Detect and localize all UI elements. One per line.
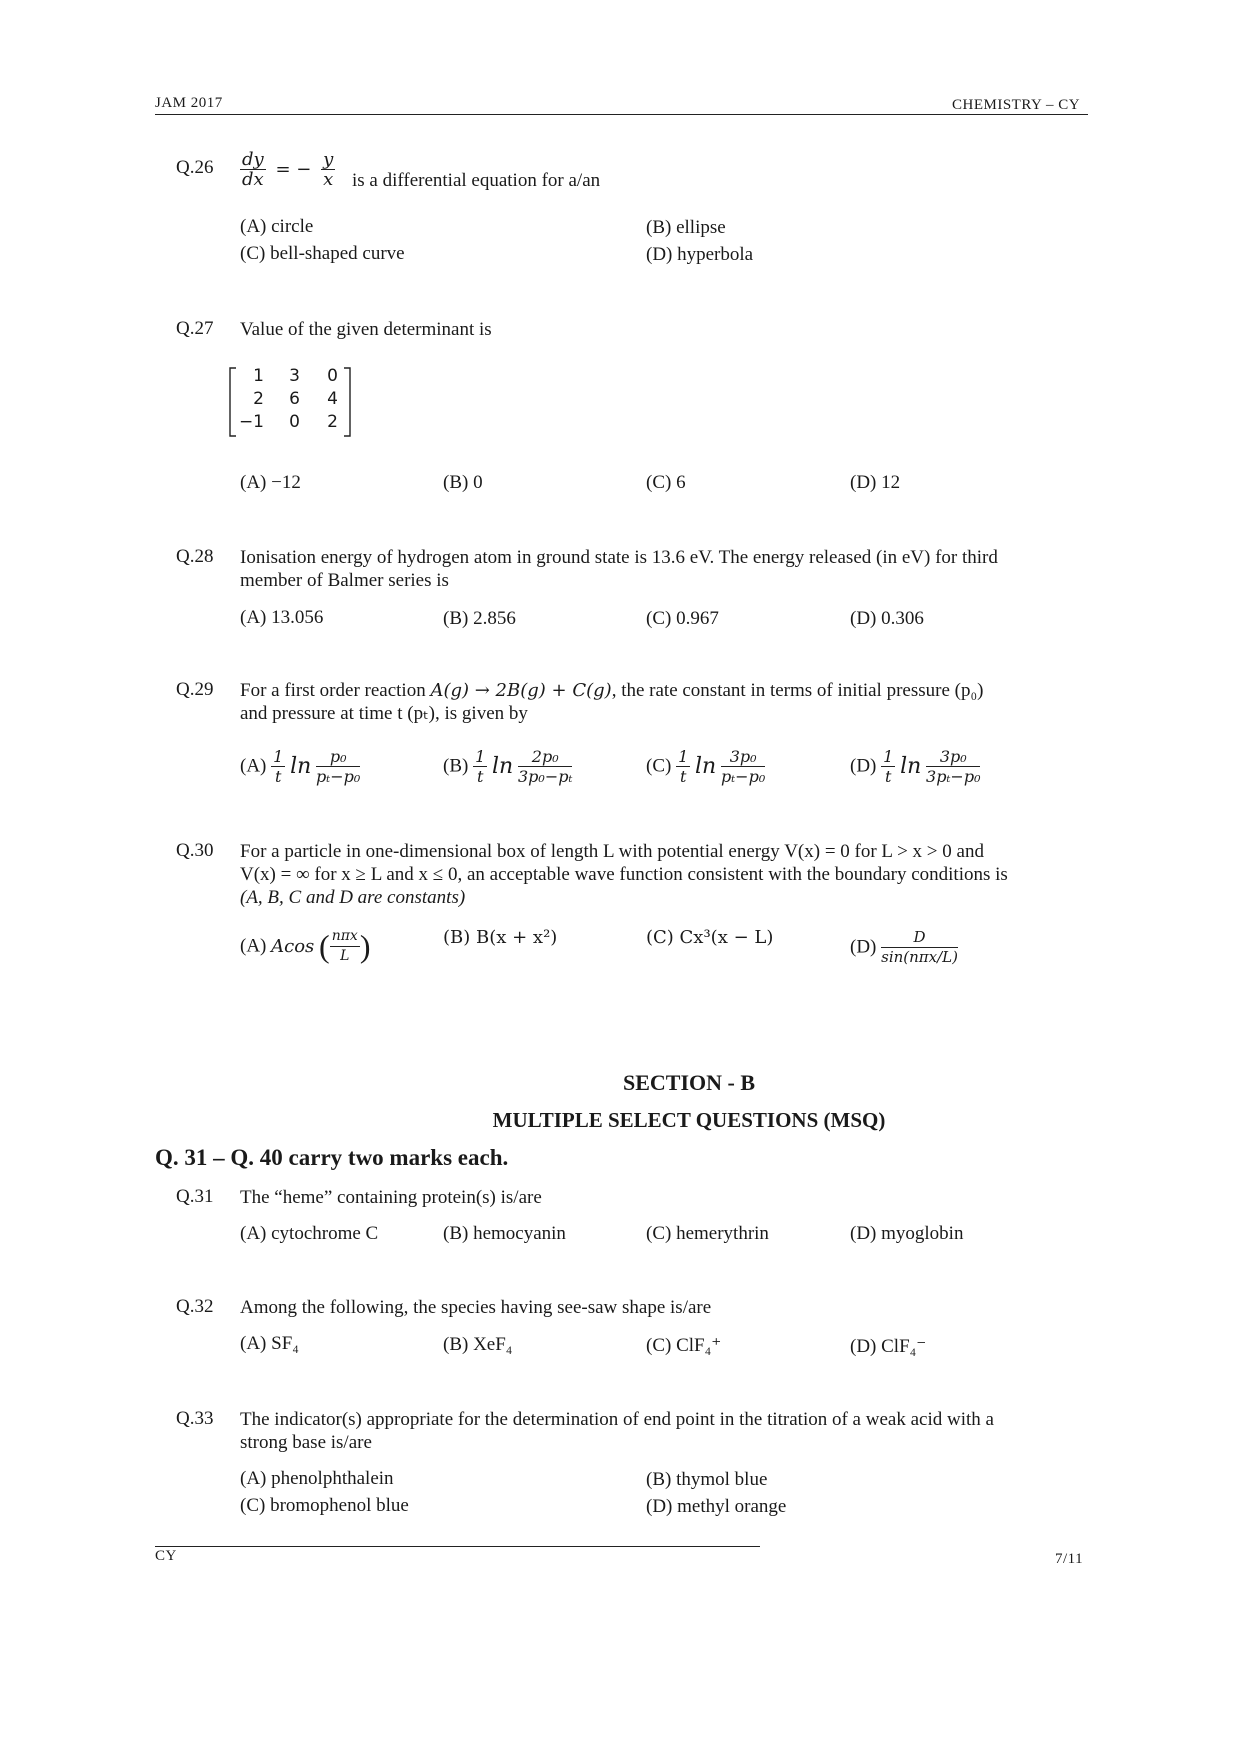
q33-number: Q.33 (176, 1408, 214, 1429)
matrix-row: −1 0 2 (238, 412, 338, 432)
q30-option-a: (A) Acos ( $\frac{\text{nπx}}{L}$ ) (240, 928, 371, 964)
header-rule (155, 114, 1088, 115)
q31-option-a: (A) cytochrome C (240, 1223, 379, 1244)
q29-option-d: (D) $\frac{1}{t}$ ln $\frac{\text{3p₀}}{\text{3pₜ−p₀}}$ (850, 747, 981, 786)
q28-option-c: (C) 0.967 (646, 608, 719, 629)
q29-reaction: A(g) → 2B(g) + C(g) (430, 680, 612, 701)
q33-line1: The indicator(s) appropriate for the determination of end point in the titration of a weak acid with a (240, 1409, 994, 1430)
q30-option-b: (B) B(x + x²) (443, 927, 558, 948)
q28-option-b: (B) 2.856 (443, 608, 516, 629)
q29-line2: and pressure at time t (pₜ), is given by (240, 703, 528, 724)
q33-option-b: (B) thymol blue (646, 1469, 768, 1490)
q29-option-c: (C) $\frac{1}{t}$ ln $\frac{\text{3p₀}}{\text{pₜ−p₀}}$ (646, 747, 766, 786)
q31-option-c: (C) hemerythrin (646, 1223, 769, 1244)
matrix-row: 2 6 4 (253, 389, 338, 409)
q26-option-c: (C) bell-shaped curve (240, 243, 405, 264)
q30-option-c: (C) Cx³(x − L) (646, 927, 774, 948)
section-subtitle: MULTIPLE SELECT QUESTIONS (MSQ) (492, 1108, 886, 1132)
q26-option-b: (B) ellipse (646, 217, 726, 238)
q30-line1: For a particle in one-dimensional box of length L with potential energy V(x) = 0 for L > x > 0 and (240, 841, 984, 862)
q26-text: is a differential equation for a/an (352, 170, 601, 191)
q29-number: Q.29 (176, 679, 214, 700)
q28-option-d: (D) 0.306 (850, 608, 924, 629)
q32-text: Among the following, the species having see-saw shape is/are (240, 1297, 712, 1318)
q28-line1: Ionisation energy of hydrogen atom in ground state is 13.6 eV. The energy released (in eV) for third (240, 547, 998, 568)
q28-number: Q.28 (176, 546, 214, 567)
q27-matrix (228, 366, 352, 436)
q26-equation: $\frac{dy}{dx}$ = − $\frac{y}{x}$ (242, 149, 334, 190)
q31-text: The “heme” containing protein(s) is/are (240, 1187, 542, 1208)
q31-option-d: (D) myoglobin (850, 1223, 964, 1244)
footer-page-number: 7/11 (1055, 1551, 1084, 1567)
q32-option-a: (A) SF₄ (240, 1333, 299, 1354)
q29-option-a: (A) $\frac{1}{t}$ ln $\frac{\text{p₀}}{\text{pₜ−p₀}}$ (240, 747, 361, 786)
header-exam-name: JAM 2017 (155, 95, 223, 111)
q33-option-a: (A) phenolphthalein (240, 1468, 394, 1489)
section-marks: Q. 31 – Q. 40 carry two marks each. (155, 1145, 509, 1170)
q33-option-c: (C) bromophenol blue (240, 1495, 409, 1516)
section-title: SECTION - B (622, 1070, 756, 1095)
header-subject: CHEMISTRY – CY (952, 97, 1081, 113)
q32-option-b: (B) XeF₄ (443, 1334, 513, 1355)
q32-option-c: (C) ClF₄⁺ (646, 1335, 722, 1356)
q29-option-b: (B) $\frac{1}{t}$ ln $\frac{\text{2p₀}}{\text{3p₀−pₜ}}$ (443, 747, 573, 786)
matrix-row: 1 3 0 (253, 366, 338, 386)
footer-subject-code: CY (155, 1548, 177, 1564)
q27-option-a: (A) −12 (240, 472, 301, 493)
q30-line2: V(x) = ∞ for x ≥ L and x ≤ 0, an acceptable wave function consistent with the boundary conditions is (240, 864, 1008, 885)
q30-line3: (A, B, C and D are constants) (240, 887, 466, 908)
q33-option-d: (D) methyl orange (646, 1496, 787, 1517)
q27-option-c: (C) 6 (646, 472, 686, 493)
q26-option-a: (A) circle (240, 216, 314, 237)
q32-number: Q.32 (176, 1296, 214, 1317)
q32-option-d: (D) ClF₄⁻ (850, 1336, 927, 1357)
q26-number: Q.26 (176, 157, 214, 178)
q27-text: Value of the given determinant is (240, 319, 492, 340)
q31-option-b: (B) hemocyanin (443, 1223, 566, 1244)
q27-number: Q.27 (176, 318, 214, 339)
footer-rule (155, 1546, 760, 1547)
q30-option-d: (D) $\frac{D}{\text{sin(nπx/L)}}$ (850, 928, 958, 966)
q27-option-b: (B) 0 (443, 472, 483, 493)
q27-option-d: (D) 12 (850, 472, 901, 493)
q29-line1: For a first order reaction A(g) → 2B(g) + C(g), the rate constant in terms of initial pressure (p₀) (240, 680, 984, 701)
q26-option-d: (D) hyperbola (646, 244, 754, 265)
q28-line2: member of Balmer series is (240, 570, 449, 591)
q28-option-a: (A) 13.056 (240, 607, 324, 628)
q33-line2: strong base is/are (240, 1432, 372, 1453)
q30-number: Q.30 (176, 840, 214, 861)
q31-number: Q.31 (176, 1186, 214, 1207)
